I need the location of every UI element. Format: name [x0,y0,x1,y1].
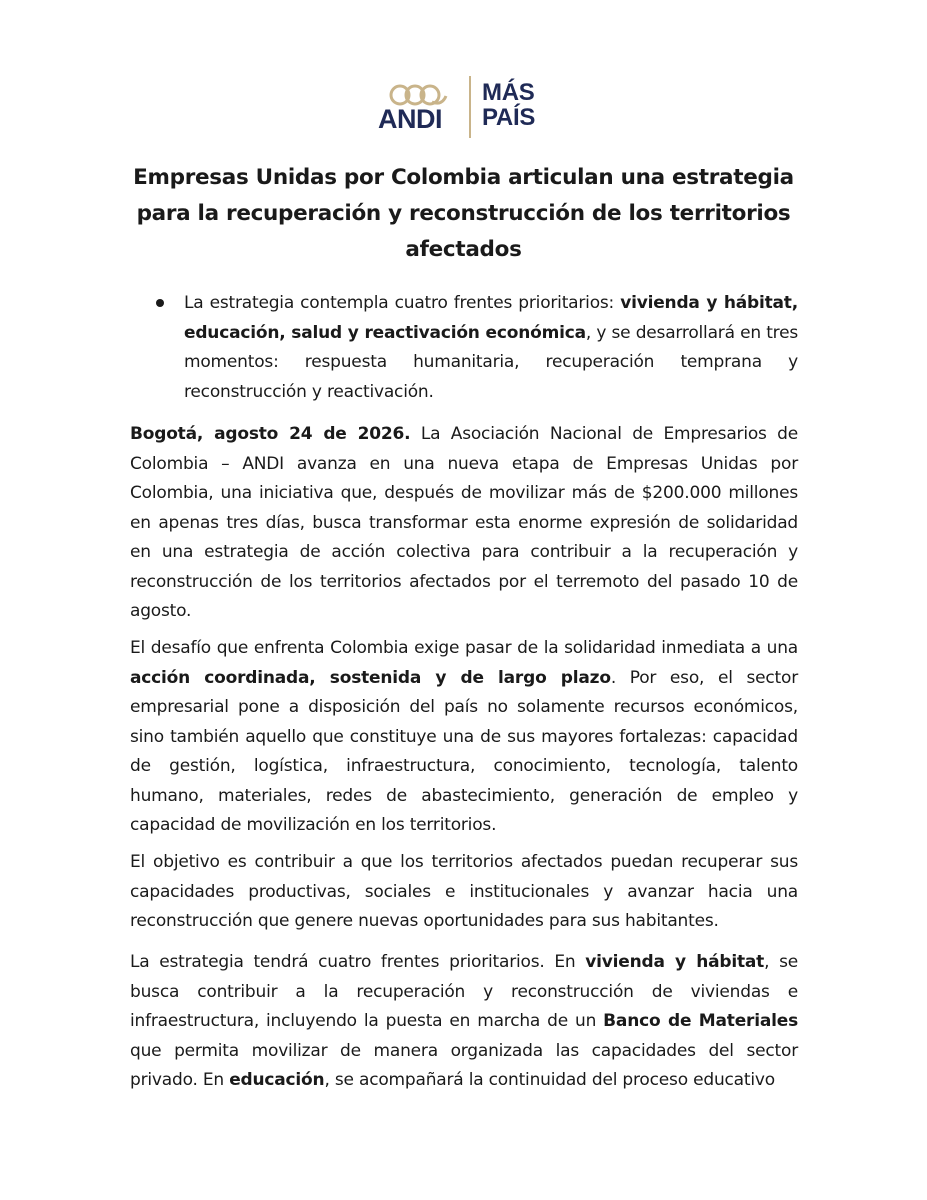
dateline: Bogotá, agosto 24 de 2026. [130,424,411,444]
pais-logo-text: PAÍS [482,104,536,131]
bullet-icon [156,299,164,307]
paragraph-text: El objetivo es contribuir a que los territorios afectados puedan recuperar sus capacidades productivas, sociales e institucionales y avanzar hacia una reconstrucción que genere nuevas oportunidades para sus habitantes. [130,852,798,931]
paragraph-text: , se acompañará la continuidad del proceso educativo [324,1070,775,1090]
paragraph-bold: educación [229,1070,325,1090]
logo-divider [469,76,471,138]
paragraph-challenge [130,634,798,841]
bullet-text-part: , y se desarrollará en tres momentos: respuesta humanitaria, recuperación temprana y reconstrucción y reactivación. [184,322,798,402]
bullet-text [184,289,798,407]
paragraph-text: La estrategia tendrá cuatro frentes prioritarios. En [130,952,586,972]
andi-logo-text: ANDI [378,104,442,134]
press-release-title: Empresas Unidas por Colombia articulan una estrategia para la recuperación y reconstrucción de los territorios afectados [133,165,794,262]
paragraph-fronts [130,948,798,1096]
mas-logo-text: MÁS [482,79,535,106]
paragraph-text: La Asociación Nacional de Empresarios de Colombia – ANDI avanza en una nueva etapa de Empresas Unidas por Colombia, una iniciativa que, después de movilizar más de $200.000 millones en apenas tres días, busca transformar esta enorme expresión de solidaridad en una estrategia de acción colectiva para contribuir a la recuperación y reconstrucción de los territorios afectados por el terremoto del pasado 10 de agosto. [130,424,799,621]
andi-logo [378,76,460,138]
summary-bullet [130,289,798,407]
mas-pais-logo [482,80,535,130]
paragraph-dateline [130,420,798,627]
paragraph-text: que permita movilizar de manera organizada las capacidades del sector privado. En [130,1040,798,1090]
paragraph-bold: Banco de Materiales [603,1011,798,1031]
header-logos [0,76,927,140]
paragraph-bold: vivienda y hábitat [585,952,765,972]
paragraph-text: , se busca contribuir a la recuperación y reconstrucción de viviendas e infraestructura, incluyendo la puesta en marcha de un [130,952,798,1031]
paragraph-text: El desafío que enfrenta Colombia exige pasar de la solidaridad inmediata a una [130,638,798,658]
paragraph-objective [130,848,798,937]
bullet-bold-part: vivienda y hábitat, educación, salud y reactivación económica [184,293,798,343]
paragraph-bold: acción coordinada, sostenida y de largo plazo [130,667,611,688]
bullet-text-part: La estrategia contempla cuatro frentes prioritarios: [184,293,621,313]
paragraph-text: . Por eso, el sector empresarial pone a disposición del país no solamente recursos económicos, sino también aquello que constituye una de sus mayores fortalezas: capacidad de gestión, logística, infraestructura, conocimiento, tecnología, talento humano, materiales, redes de abastecimiento, generación de empleo y capacidad de movilización en los territorios. [130,667,798,835]
